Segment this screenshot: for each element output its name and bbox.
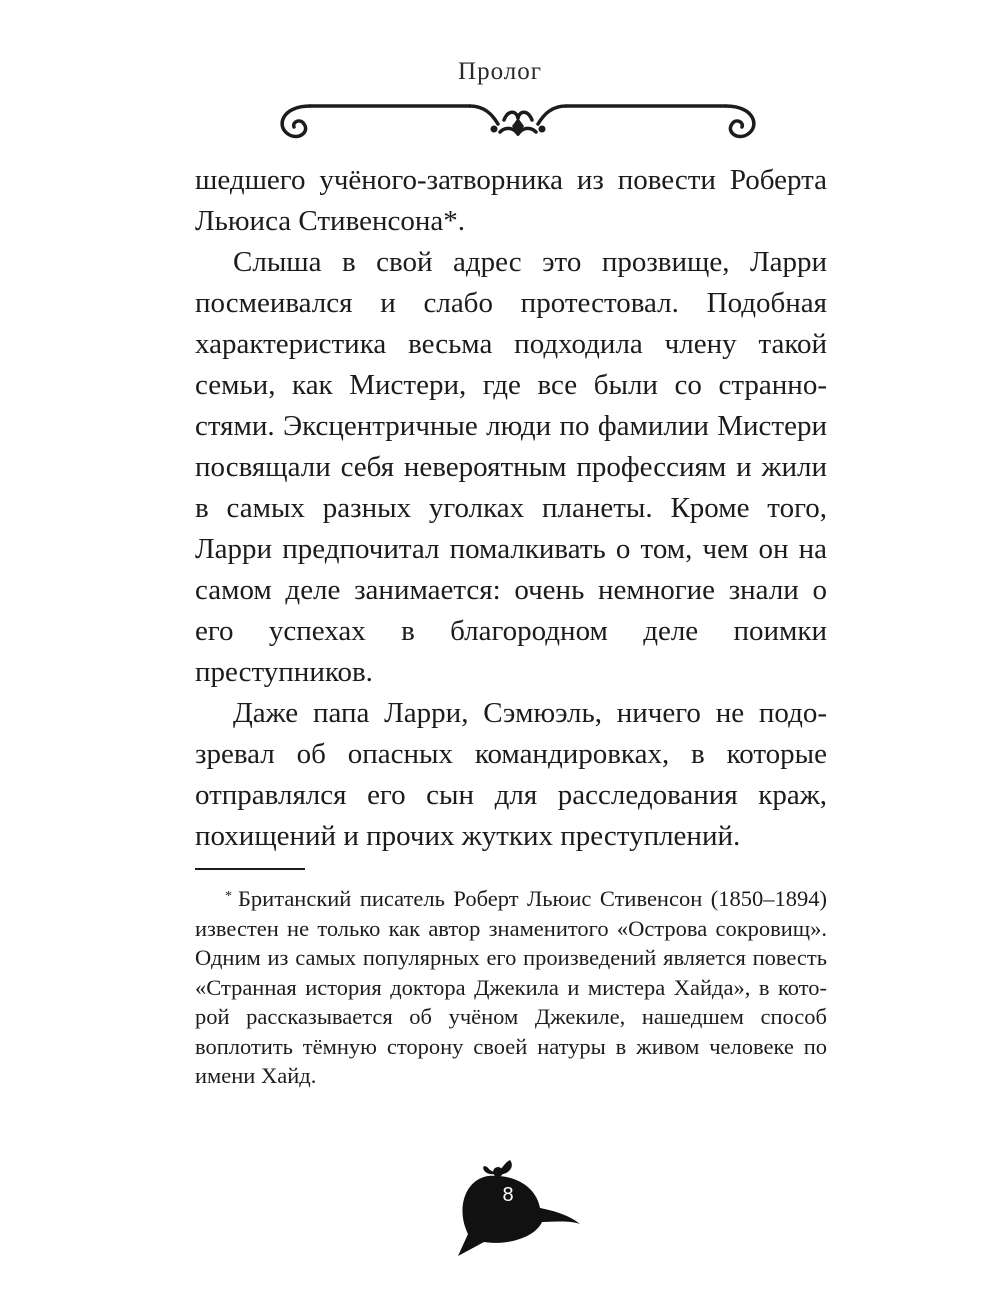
detective-hat-icon (450, 1150, 585, 1270)
page-number: 8 (502, 1184, 514, 1206)
running-title: Пролог (458, 58, 542, 85)
main-text (195, 160, 827, 857)
paragraph-2: Слыша в свой адрес это прозвище, Ларри посмеивался и слабо протестовал. Подобная характеристика весьма подходила члену такой семьи, как Мистери, где все были со странностями. Эксцентричные люди по фамилии Мистери посвящали себя невероятным профессиям и жили в самых разных уголках планеты. Кроме того, Ларри предпочитал помалкивать о том, чем он на самом деле занимается: очень немногие знали о его успехах в благородном деле поимки преступников. (195, 246, 827, 688)
footnote-marker: * (225, 889, 232, 904)
paragraph-3: Даже папа Ларри, Сэмюэль, ничего не подозревал об опасных командировках, в которые отправлялся его сын для расследования краж, похищений и прочих жутких преступлений. (195, 697, 827, 852)
footnote-text: Британский писатель Роберт Льюис Стивенсон (1850–1894) известен не только как автор знаменитого «Острова сокровищ». Одним из самых популярных его произведений является повесть «Странная история доктора Джекила и мистера Хайда», в которой рассказывается об учёном Джекиле, нашедшем способ воплотить тёмную сторону своей натуры в живом человеке по имени Хайд. (195, 886, 827, 1088)
paragraph-1: шедшего учёного-затворника из повести Роберта Льюиса Стивенсона*. (195, 164, 827, 237)
scroll-ornament-icon (270, 96, 766, 152)
footnote (195, 884, 827, 1091)
footnote-divider (195, 868, 305, 870)
